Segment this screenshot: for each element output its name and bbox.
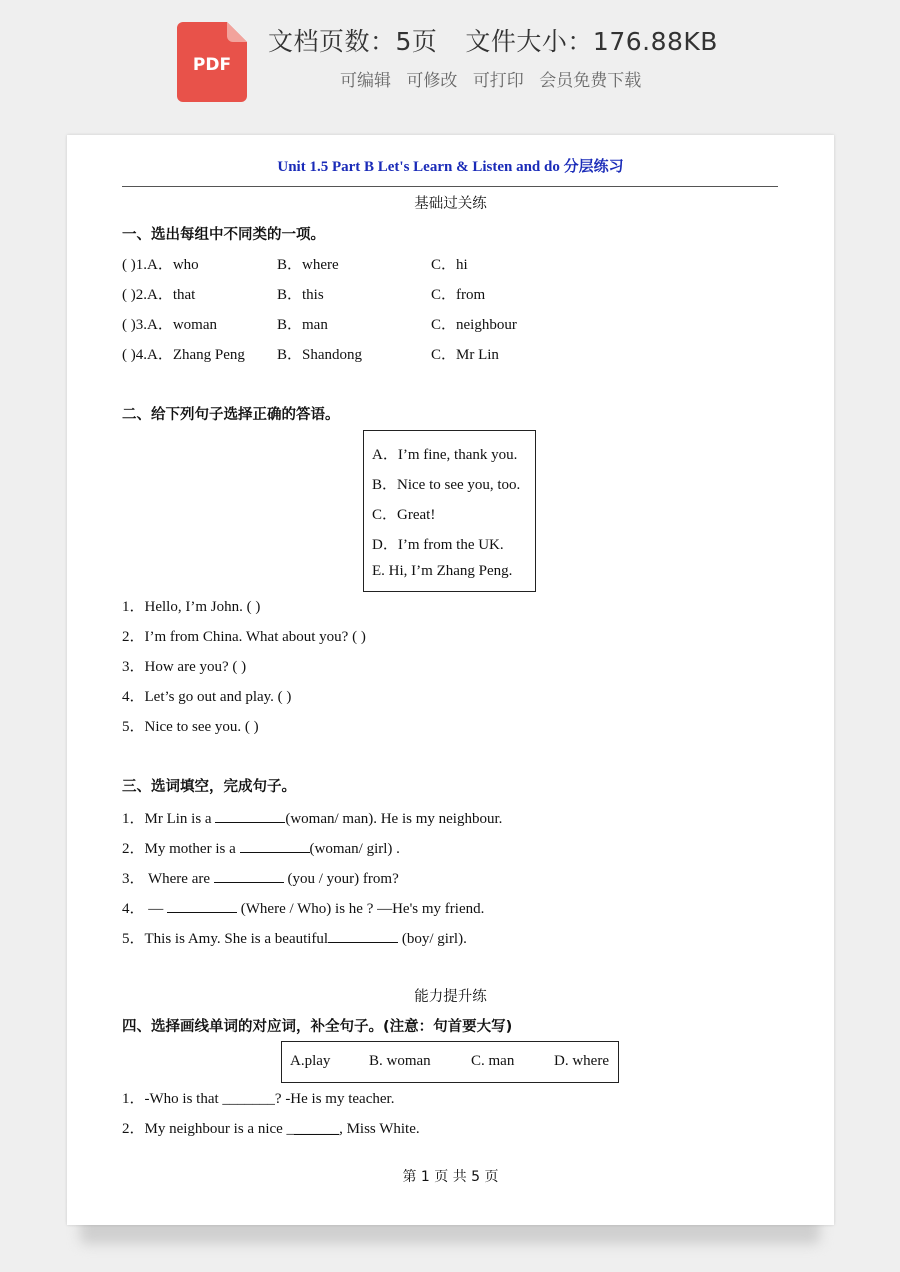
- level-basic-heading: 基础过关练: [414, 196, 487, 212]
- s4-question-2: [122, 1120, 420, 1138]
- answer-option-d: D．I’m from the UK.: [372, 537, 504, 553]
- s3-question-2: [122, 838, 400, 858]
- s3-question-3: [122, 868, 399, 888]
- document-title: Unit 1.5 Part B Let's Learn & Listen and do 分层练习: [277, 159, 624, 175]
- s3-q1-text-post: (woman/ man). He is my neighbour.: [285, 811, 503, 827]
- feature-member-download: 会员免费下载: [539, 71, 642, 91]
- s2-question-3: 3．How are you? ( ): [122, 659, 247, 675]
- s4-question-1: [122, 1090, 394, 1108]
- feature-printable: 可打印: [472, 71, 524, 91]
- s1-q3-option-a: ( )3.A．woman: [122, 317, 217, 333]
- s4-q1-text-post: ? -He is my teacher.: [274, 1091, 395, 1107]
- s1-q2-option-c: C．from: [431, 287, 486, 303]
- s3-q4-text-post: (Where / Who) is he ? —He's my friend.: [237, 901, 485, 917]
- page-count: 文档页数：5页: [268, 27, 438, 56]
- section2-heading: 二、给下列句子选择正确的答语。: [122, 407, 340, 423]
- feature-modifiable: 可修改: [406, 71, 458, 91]
- s3-q2-blank[interactable]: [240, 838, 310, 853]
- page-footer: 第 1 页 共 5 页: [402, 1169, 499, 1185]
- s1-q1-option-b: B．where: [277, 257, 339, 273]
- answer-option-e: E. Hi, I’m Zhang Peng.: [372, 563, 513, 579]
- s3-question-1: [122, 808, 502, 828]
- s4-q1-text-pre: 1．-Who is that: [122, 1091, 223, 1107]
- s1-q3-option-c: C．neighbour: [431, 317, 517, 333]
- section3-heading: 三、选词填空，完成句子。: [122, 779, 296, 795]
- word-option-b: B. woman: [369, 1053, 431, 1069]
- s3-q3-blank[interactable]: [214, 868, 284, 883]
- section4-heading: 四、选择画线单词的对应词，补全句子。(注意：句首要大写): [122, 1019, 513, 1035]
- s3-question-4: [122, 898, 484, 918]
- s3-q1-text-pre: 1．Mr Lin is a: [122, 811, 216, 827]
- s3-q5-text-pre: 5．This is Amy. She is a beautiful: [122, 931, 329, 947]
- s3-q3-text-post: (you / your) from?: [283, 871, 399, 887]
- s3-q1-blank[interactable]: [215, 808, 285, 823]
- s3-q2-text-post: (woman/ girl) .: [309, 841, 400, 857]
- s4-q2-text-post: , Miss White.: [339, 1121, 420, 1137]
- answer-option-a: A．I’m fine, thank you.: [372, 447, 518, 463]
- s2-question-2: 2．I’m from China. What about you? ( ): [122, 629, 366, 645]
- s1-q3-option-b: B．man: [277, 317, 328, 333]
- pdf-file-icon: [177, 22, 247, 102]
- word-options-box: [281, 1041, 619, 1083]
- s3-q4-blank[interactable]: [167, 898, 237, 913]
- document-page: [67, 135, 834, 1225]
- answer-options-box: [363, 430, 536, 592]
- s3-q5-blank[interactable]: [328, 928, 398, 943]
- s4-q2-blank[interactable]: ______: [294, 1121, 340, 1137]
- s1-q4-option-c: C．Mr Lin: [431, 347, 499, 363]
- s3-question-5: [122, 928, 467, 948]
- s3-q4-text-pre: 4． —: [122, 901, 168, 917]
- s3-q5-text-post: (boy/ girl).: [398, 931, 467, 947]
- s3-q2-text-pre: 2．My mother is a: [122, 841, 240, 857]
- s2-question-1: 1．Hello, I’m John. ( ): [122, 599, 261, 615]
- title-divider: [122, 186, 778, 187]
- file-info: [268, 22, 718, 58]
- pdf-label: PDF: [192, 55, 232, 75]
- answer-option-c: C．Great!: [372, 507, 436, 523]
- s4-q1-blank[interactable]: _______: [222, 1091, 275, 1107]
- word-option-c: C. man: [471, 1053, 515, 1069]
- s1-q4-option-a: ( )4.A．Zhang Peng: [122, 347, 245, 363]
- s1-q4-option-b: B．Shandong: [277, 347, 363, 363]
- s4-q2-text-pre: 2．My neighbour is a nice _: [122, 1121, 295, 1137]
- s2-question-5: 5．Nice to see you. ( ): [122, 719, 259, 735]
- word-option-d: D. where: [554, 1053, 609, 1069]
- s1-q2-option-b: B．this: [277, 287, 324, 303]
- s3-q3-text-pre: 3． Where are: [122, 871, 214, 887]
- feature-editable: 可编辑: [340, 71, 391, 91]
- s1-q2-option-a: ( )2.A．that: [122, 287, 196, 303]
- section1-heading: 一、选出每组中不同类的一项。: [122, 227, 325, 243]
- s2-question-4: 4．Let’s go out and play. ( ): [122, 689, 292, 705]
- level-advanced-heading: 能力提升练: [414, 989, 487, 1005]
- feature-list: [340, 66, 651, 91]
- s1-q1-option-c: C．hi: [431, 257, 468, 273]
- download-banner: [0, 0, 900, 130]
- answer-option-b: B．Nice to see you, too.: [372, 477, 521, 493]
- word-option-a: A.play: [290, 1053, 331, 1069]
- s1-q1-option-a: ( )1.A．who: [122, 257, 199, 273]
- file-size: 文件大小：176.88KB: [465, 27, 718, 56]
